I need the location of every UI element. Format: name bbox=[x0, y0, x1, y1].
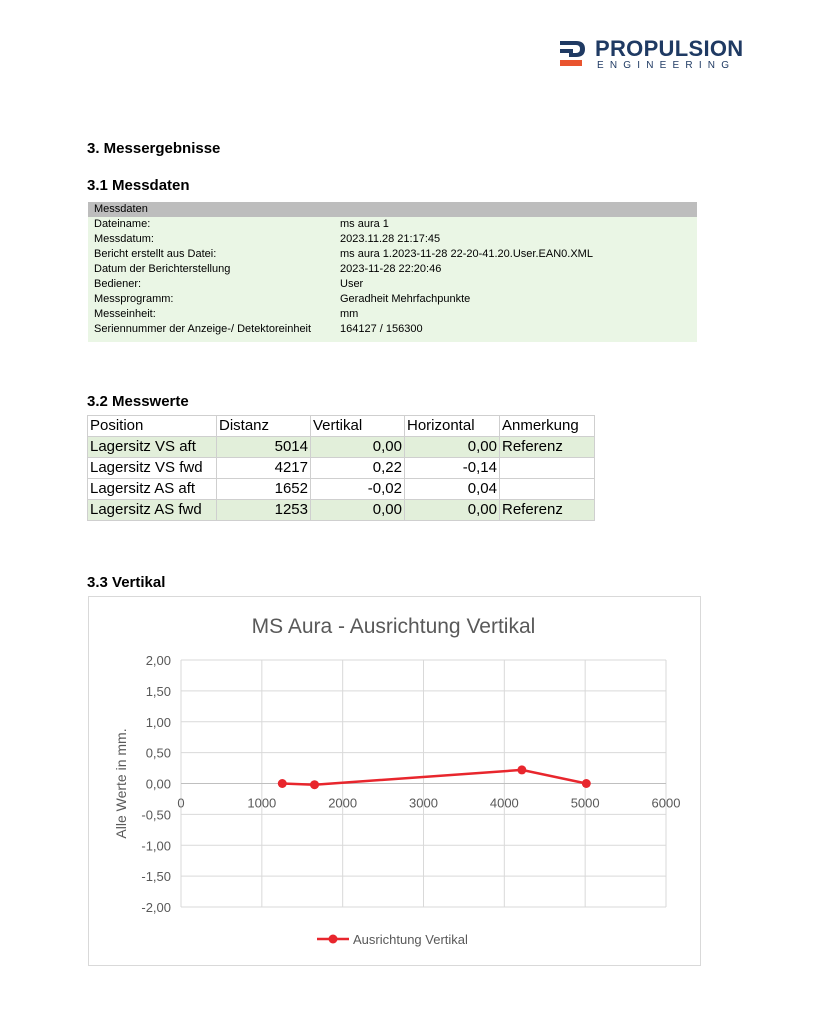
messdaten-row bbox=[88, 322, 697, 337]
data-point bbox=[517, 765, 526, 774]
messdaten-label: Messdatum: bbox=[94, 233, 154, 245]
cell-anmerkung bbox=[500, 458, 595, 479]
table-row bbox=[88, 437, 595, 458]
column-header-position: Position bbox=[88, 416, 217, 437]
cell-position: Lagersitz AS fwd bbox=[88, 500, 217, 521]
column-header-anmerkung: Anmerkung bbox=[500, 416, 595, 437]
cell-position: Lagersitz AS aft bbox=[88, 479, 217, 500]
cell-position: Lagersitz VS aft bbox=[88, 437, 217, 458]
cell-vertikal: 0,00 bbox=[311, 437, 405, 458]
messdaten-value: 2023.11.28 21:17:45 bbox=[340, 233, 441, 245]
messdaten-value: Geradheit Mehrfachpunkte bbox=[340, 293, 471, 305]
cell-position: Lagersitz VS fwd bbox=[88, 458, 217, 479]
column-header-horizontal: Horizontal bbox=[405, 416, 500, 437]
vertical-chart bbox=[88, 596, 701, 966]
messdaten-value: 2023-11-28 22:20:46 bbox=[340, 263, 442, 275]
y-axis-label: Alle Werte in mm. bbox=[113, 728, 129, 839]
chart-title: MS Aura - Ausrichtung Vertikal bbox=[251, 615, 536, 638]
data-point bbox=[310, 780, 319, 789]
section-title: 3. Messergebnisse bbox=[87, 140, 221, 157]
x-tick-label: 4000 bbox=[489, 795, 519, 811]
messdaten-label: Seriennummer der Anzeige-/ Detektoreinheit bbox=[94, 323, 312, 335]
cell-vertikal: 0,22 bbox=[311, 458, 405, 479]
chart-canvas bbox=[89, 597, 700, 965]
messdaten-value: User bbox=[340, 278, 364, 290]
x-tick-label: 2000 bbox=[328, 795, 358, 811]
y-tick-label: -1,50 bbox=[141, 869, 171, 885]
data-point bbox=[582, 779, 591, 788]
data-point bbox=[278, 779, 287, 788]
y-tick-label: 1,00 bbox=[145, 714, 171, 730]
messwerte-table bbox=[87, 415, 595, 521]
x-tick-label: 6000 bbox=[651, 795, 681, 811]
y-tick-label: -1,00 bbox=[141, 838, 171, 854]
x-tick-label: 5000 bbox=[570, 795, 600, 811]
y-tick-label: 0,00 bbox=[145, 776, 171, 792]
legend-label: Ausrichtung Vertikal bbox=[353, 932, 468, 947]
messdaten-row bbox=[88, 232, 697, 247]
cell-vertikal: 0,00 bbox=[311, 500, 405, 521]
cell-horizontal: 0,04 bbox=[405, 479, 500, 500]
messdaten-label: Bericht erstellt aus Datei: bbox=[94, 248, 217, 260]
cell-horizontal: 0,00 bbox=[405, 437, 500, 458]
cell-anmerkung: Referenz bbox=[500, 500, 595, 521]
company-logo bbox=[558, 36, 768, 72]
cell-distanz: 5014 bbox=[217, 437, 311, 458]
column-header-vertikal: Vertikal bbox=[311, 416, 405, 437]
table-row bbox=[88, 500, 595, 521]
messdaten-label: Bediener: bbox=[94, 278, 142, 290]
x-tick-label: 3000 bbox=[409, 795, 438, 811]
y-tick-label: 1,50 bbox=[145, 683, 171, 699]
logo-title: PROPULSION bbox=[595, 36, 744, 61]
messdaten-header: Messdaten bbox=[88, 202, 697, 217]
x-tick-label: 0 bbox=[177, 795, 185, 811]
series-line bbox=[282, 770, 586, 785]
y-tick-label: -0,50 bbox=[141, 807, 171, 823]
cell-horizontal: 0,00 bbox=[405, 500, 500, 521]
cell-vertikal: -0,02 bbox=[311, 479, 405, 500]
cell-distanz: 1253 bbox=[217, 500, 311, 521]
messdaten-row bbox=[88, 292, 697, 307]
messdaten-value: mm bbox=[340, 308, 359, 320]
cell-anmerkung: Referenz bbox=[500, 437, 595, 458]
y-tick-label: -2,00 bbox=[141, 900, 171, 915]
cell-distanz: 1652 bbox=[217, 479, 311, 500]
messdaten-value: ms aura 1.2023-11-28 22-20-41.20.User.EAN0.XML bbox=[340, 248, 593, 260]
logo-subtitle: ENGINEERING bbox=[597, 60, 736, 71]
messdaten-row bbox=[88, 277, 697, 292]
messdaten-table bbox=[88, 202, 697, 342]
vertikal-heading: 3.3 Vertikal bbox=[87, 574, 166, 591]
messdaten-label: Datum der Berichterstellung bbox=[94, 263, 231, 275]
messdaten-row bbox=[88, 247, 697, 262]
messdaten-heading: 3.1 Messdaten bbox=[87, 177, 190, 194]
legend-marker bbox=[329, 935, 338, 944]
x-tick-label: 1000 bbox=[247, 795, 277, 811]
messdaten-value: 164127 / 156300 bbox=[340, 323, 423, 335]
messdaten-label: Messeinheit: bbox=[94, 308, 156, 320]
messdaten-value: ms aura 1 bbox=[340, 218, 389, 230]
y-tick-label: 0,50 bbox=[145, 745, 171, 761]
table-row bbox=[88, 479, 595, 500]
propulsion-logo-icon bbox=[558, 38, 588, 68]
y-tick-label: 2,00 bbox=[145, 653, 171, 668]
messdaten-row bbox=[88, 307, 697, 322]
cell-horizontal: -0,14 bbox=[405, 458, 500, 479]
messdaten-label: Dateiname: bbox=[94, 218, 151, 230]
messwerte-heading: 3.2 Messwerte bbox=[87, 393, 189, 410]
cell-anmerkung bbox=[500, 479, 595, 500]
messdaten-row bbox=[88, 262, 697, 277]
messdaten-label: Messprogramm: bbox=[94, 293, 174, 305]
messdaten-row bbox=[88, 217, 697, 232]
table-header-row bbox=[88, 416, 595, 437]
cell-distanz: 4217 bbox=[217, 458, 311, 479]
column-header-distanz: Distanz bbox=[217, 416, 311, 437]
table-row bbox=[88, 458, 595, 479]
